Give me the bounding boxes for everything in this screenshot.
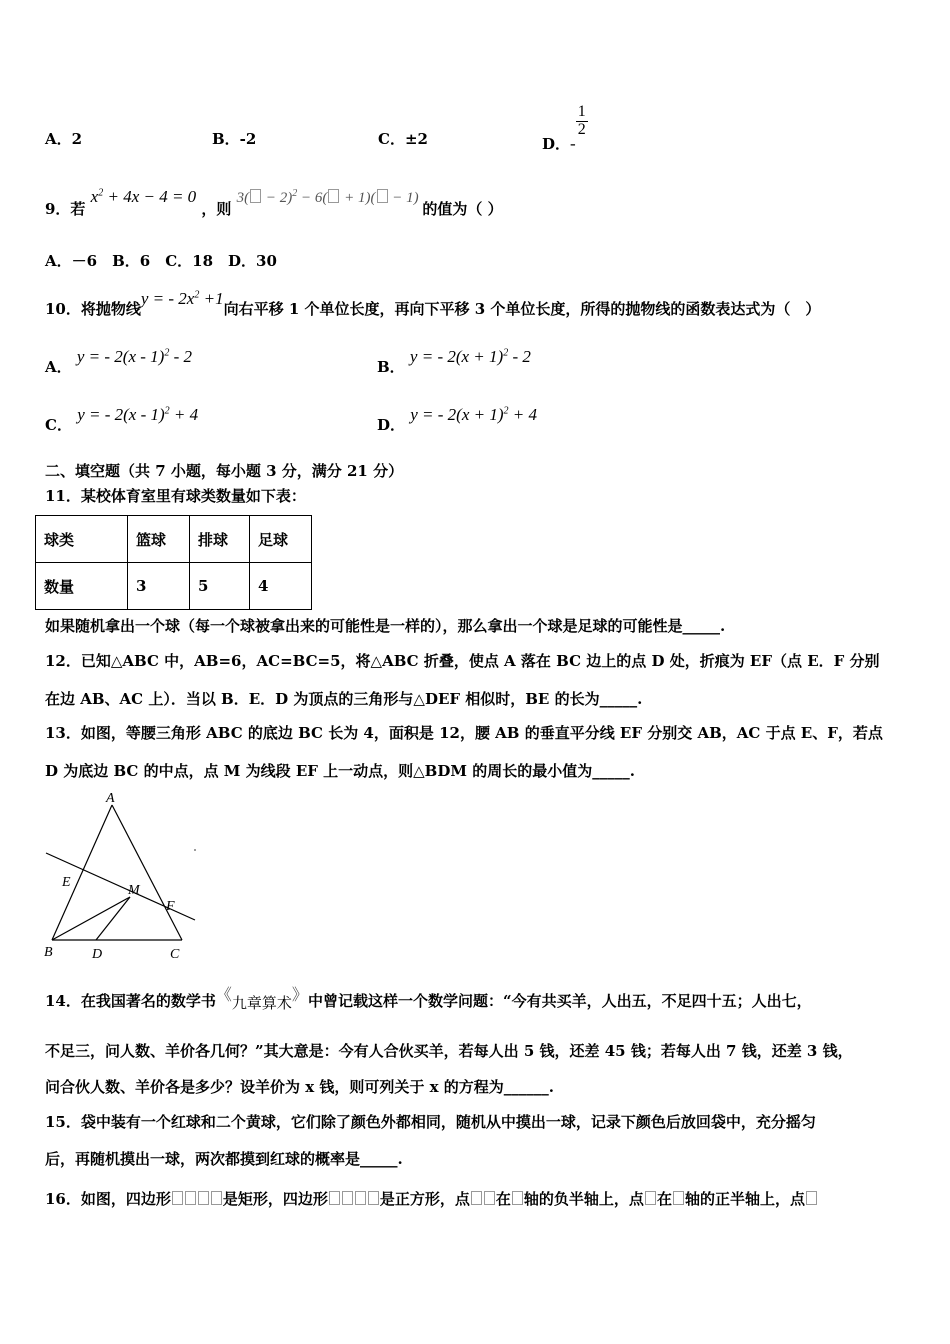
q9-expr-part-e: − 1) [388, 190, 419, 206]
q14-line-3: 问合伙人数、羊价各是多少？设羊价为 x 钱，则可列关于 x 的方程为______. [45, 1078, 554, 1096]
table-row [36, 563, 312, 610]
q14-book-open: 《 [215, 985, 232, 1004]
q14-book-close: 》 [291, 985, 308, 1004]
q10-a-expr-exponent: 2 [164, 347, 170, 359]
segment-ac [112, 805, 182, 940]
missing-glyph-icon [250, 189, 261, 203]
label-d: D [92, 947, 103, 962]
q10-a-expr-main: y = - 2(x - 1) [76, 347, 165, 366]
missing-glyph-icon [512, 1191, 523, 1205]
q10-option-d-expr [410, 405, 537, 424]
missing-glyph-icon [471, 1191, 482, 1205]
q10-option-c-label: C． [45, 416, 72, 434]
q9-condition [91, 187, 197, 206]
segment-ab [52, 805, 112, 940]
q10-prefix: 10．将抛物线 [45, 300, 141, 318]
q16-part-f: 在 [656, 1190, 672, 1208]
q8-option-d [542, 103, 588, 154]
q15-line-1: 15．袋中装有一个红球和二个黄球，它们除了颜色外都相同，随机从中摸出一球，记录下颜色后放回袋中，充分摇匀 [45, 1113, 816, 1131]
missing-glyph-icon [211, 1191, 222, 1205]
table-header-cell: 球类 [36, 516, 128, 563]
missing-glyph-icon [328, 189, 339, 203]
q10-b-expr-tail: - 2 [508, 347, 531, 366]
q9-expr-exponent: 2 [292, 188, 298, 199]
q16-part-b: 是矩形，四边形 [222, 1190, 328, 1208]
q10-c-expr-main: y = - 2(x - 1) [77, 405, 165, 424]
missing-glyph-icon [806, 1191, 817, 1205]
q10-option-b-expr [410, 347, 531, 366]
q10-option-a-expr [77, 347, 192, 366]
label-c: C [170, 947, 180, 962]
q10-option-d-label: D． [377, 416, 406, 434]
q9-expr-part-d: + 1)( [340, 190, 376, 206]
table-cell: 3 [128, 563, 190, 610]
q10-c-expr-exponent: 2 [164, 405, 170, 417]
q11-question: 如果随机拿出一个球（每一个球被拿出来的可能性是一样的），那么拿出一个球是足球的可能性是_____. [45, 617, 726, 635]
label-f: F [166, 899, 175, 914]
q9-expr-part-c: − 6( [297, 190, 328, 206]
table-cell: 数量 [36, 563, 128, 610]
stray-dot-icon [194, 849, 196, 851]
q16-part-c: 是正方形，点 [379, 1190, 470, 1208]
missing-glyph-icon [198, 1191, 209, 1205]
q9-expr-part-b: − 2) [262, 190, 293, 206]
q10-func-part-a: y = - 2x [140, 289, 195, 308]
q10-option-a [45, 346, 193, 376]
q12-line-1: 12．已知△ABC 中，AB=6，AC=BC=5，将△ABC 折叠，使点 A 落在 BC 边上的点 D 处，折痕为 EF（点 E．F 分别 [45, 652, 880, 670]
q16-part-g: 轴的正半轴上，点 [684, 1190, 805, 1208]
missing-glyph-icon [368, 1191, 379, 1205]
missing-glyph-icon [355, 1191, 366, 1205]
section-heading: 二、填空题（共 7 小题，每小题 3 分，满分 21 分） [45, 462, 404, 480]
missing-glyph-icon [172, 1191, 183, 1205]
q14-book-title: 九章算术 [231, 994, 292, 1012]
q9-expr-part-a: 3( [236, 190, 250, 206]
q8-option-c: C．±2 [378, 130, 428, 148]
q9-expression [237, 190, 423, 206]
table-header-cell: 足球 [250, 516, 312, 563]
q8-option-b: B．-2 [212, 130, 257, 148]
q12-line-2: 在边 AB、AC 上）．当以 B．E．D 为顶点的三角形与△DEF 相似时，BE 的长为_____. [45, 690, 643, 708]
label-b: B [44, 945, 53, 960]
q13-line-1: 13．如图，等腰三角形 ABC 的底边 BC 长为 4，面积是 12，腰 AB 的垂直平分线 EF 分别交 AB，AC 于点 E、F，若点 [45, 724, 883, 742]
q14-rest: 中曾记载这样一个数学问题：“今有共买羊，人出五，不足四十五；人出七， [307, 992, 812, 1010]
table-row [36, 516, 312, 563]
q15-line-2: 后，再随机摸出一球，两次都摸到红球的概率是_____. [45, 1150, 403, 1168]
q10-d-expr-tail: + 4 [508, 405, 538, 424]
q10-stem [45, 288, 821, 318]
segment-bm [52, 897, 130, 940]
table-header-cell: 排球 [190, 516, 250, 563]
q10-suffix: 向右平移 1 个单位长度，再向下平移 3 个单位长度，所得的抛物线的函数表达式为（ ） [223, 300, 821, 318]
q10-d-expr-main: y = - 2(x + 1) [410, 405, 504, 424]
q10-option-b-label: B． [377, 358, 405, 376]
triangle-figure [40, 790, 210, 965]
missing-glyph-icon [673, 1191, 684, 1205]
q8-option-d-fraction [576, 104, 588, 139]
q9-cond-exponent: 2 [98, 187, 104, 199]
q10-c-expr-tail: + 4 [169, 405, 199, 424]
missing-glyph-icon [377, 189, 388, 203]
q8-option-a: A．2 [45, 130, 83, 148]
q16-part-e: 轴的负半轴上，点 [523, 1190, 644, 1208]
table-cell: 5 [190, 563, 250, 610]
q10-b-expr-main: y = - 2(x + 1) [409, 347, 504, 366]
missing-glyph-icon [185, 1191, 196, 1205]
q9-cond-rest: + 4x − 4 = 0 [107, 187, 197, 206]
q14-line-2: 不足三，问人数、羊价各几何？”其大意是：今有人合伙买羊，若每人出 5 钱，还差 45 钱；若每人出 7 钱，还差 3 钱， [45, 1042, 853, 1060]
q16-part-a: 16．如图，四边形 [45, 1190, 171, 1208]
q9-stem [45, 186, 503, 218]
label-a: A [106, 791, 115, 806]
q14-intro: 14．在我国著名的数学书 [45, 992, 216, 1010]
q14-line-1 [45, 982, 812, 1012]
missing-glyph-icon [342, 1191, 353, 1205]
missing-glyph-icon [329, 1191, 340, 1205]
q10-function [141, 289, 224, 308]
q16-part-d: 在 [495, 1190, 511, 1208]
q11-intro: 11．某校体育室里有球类数量如下表： [45, 487, 306, 505]
ball-count-table [35, 515, 312, 610]
q10-func-part-b: +1 [199, 289, 224, 308]
q8-fraction-denominator: 2 [577, 120, 586, 138]
q10-option-b [377, 346, 531, 376]
segment-dm [96, 897, 130, 940]
q10-func-exponent: 2 [194, 289, 200, 301]
q8-fraction-numerator: 1 [577, 103, 586, 120]
q10-option-a-label: A． [45, 358, 72, 376]
q10-d-expr-exponent: 2 [503, 405, 509, 417]
q9-suffix: 的值为（ ） [422, 200, 503, 218]
q8-option-d-sign: - [570, 134, 576, 154]
q9-options: A．－6 B．6 C．18 D．30 [45, 252, 277, 270]
q9-cond-x: x [90, 187, 99, 206]
q10-option-d [377, 404, 538, 434]
q10-b-expr-exponent: 2 [503, 347, 509, 359]
missing-glyph-icon [645, 1191, 656, 1205]
q9-comma: ，则 [201, 200, 232, 218]
q16-line-1 [45, 1188, 818, 1209]
label-m: M [128, 883, 140, 898]
missing-glyph-icon [484, 1191, 495, 1205]
label-e: E [62, 875, 71, 890]
q10-option-c-expr [77, 405, 198, 424]
q13-line-2: D 为底边 BC 的中点，点 M 为线段 EF 上一动点，则△BDM 的周长的最小值为_____. [45, 762, 635, 780]
table-cell: 4 [250, 563, 312, 610]
q10-option-c [45, 404, 199, 434]
q10-a-expr-tail: - 2 [169, 347, 193, 366]
q8-option-d-label: D． [542, 135, 571, 154]
table-header-cell: 篮球 [128, 516, 190, 563]
q9-prefix: 9．若 [45, 200, 86, 218]
